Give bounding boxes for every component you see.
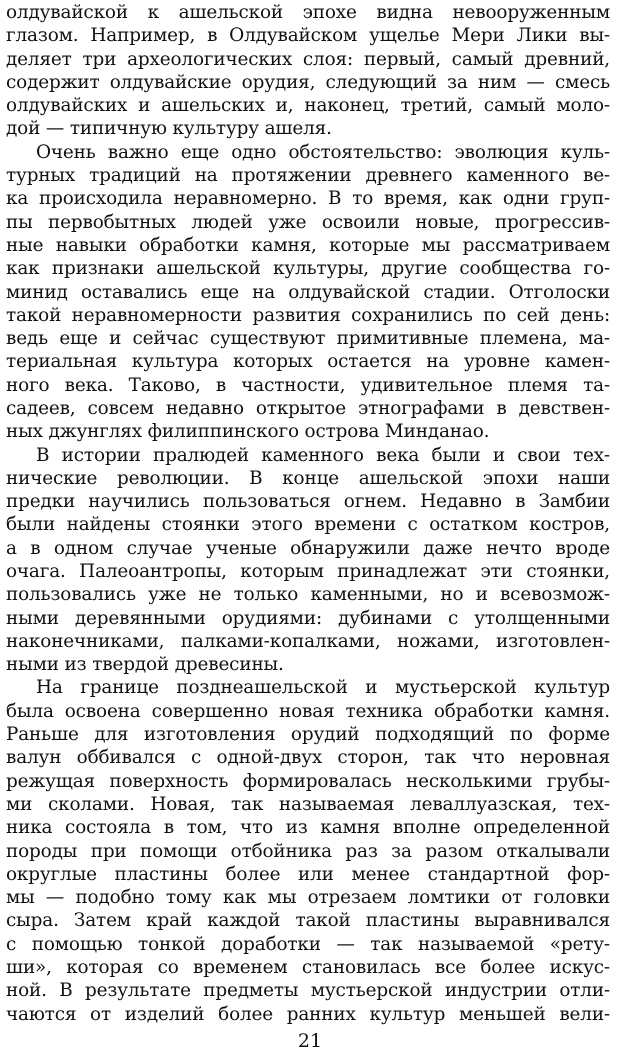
text-line: валун оббивался с одной-двух сторон, так что неровная	[6, 747, 610, 769]
text-line: наконечниками, палками-копалками, ножами, изготовлен-	[6, 630, 610, 652]
text-line: ши», которая со временем становилась все более искус-	[6, 957, 610, 978]
text-line: нические революции. В конце ашельской эпохи наши	[6, 467, 610, 489]
text-line: деляет три археологических слоя: первый, самый древний,	[6, 48, 610, 70]
text-line: были найдены стоянки этого времени с остатком костров,	[6, 514, 610, 536]
text-line: Раньше для изготовления орудий подходящий по форме	[6, 724, 610, 746]
text-line: мы — подобно тому как мы отрезаем ломтики от головки	[6, 887, 610, 909]
text-line: а в одном случае ученые обнаружили даже нечто вроде	[6, 537, 610, 559]
text-line: пользовались уже не только каменными, но и всевозмож-	[6, 584, 610, 606]
text-line: породы при помощи отбойника раз за разом откалывали	[6, 840, 610, 862]
text-line: чаются от изделий более ранних культур меньшей вели-	[6, 1003, 610, 1025]
text-line: ной. В результате предметы мустьерской индустрии отли-	[6, 980, 610, 1002]
text-line: Очень важно еще одно обстоятельство: эволюция куль-	[36, 141, 610, 163]
text-line: олдувайских и ашельских и, наконец, третий, самый моло-	[6, 95, 610, 117]
text-line: режущая поверхность формировалась несколькими грубы-	[6, 770, 610, 792]
text-line: минид оставались еще на олдувайской стадии. Отголоски	[6, 281, 610, 303]
text-line: олдувайской к ашельской эпохе видна невооруженным	[6, 2, 610, 23]
page-number: 21	[297, 1030, 323, 1052]
text-line: ми сколами. Новая, так называемая леваллуазская, тех-	[6, 793, 610, 815]
text-line: содержит олдувайские орудия, следующий за ним — смесь	[6, 71, 610, 93]
text-line: с помощью тонкой доработки — так называемой «рету-	[6, 933, 610, 955]
text-line: сыра. Затем край каждой такой пластины выравнивался	[6, 910, 610, 932]
text-line: глазом. Например, в Олдувайском ущелье Мери Лики вы-	[6, 25, 610, 47]
text-line: округлые пластины более или менее стандартной фор-	[6, 863, 610, 885]
text-line: садеев, совсем недавно открытое этнографами в девствен-	[6, 397, 610, 419]
text-line: ника состояла в том, что из камня вполне определенной	[6, 817, 610, 839]
text-line: ными из твердой древесины.	[6, 654, 284, 676]
text-line: такой неравномерности развития сохранились по сей день:	[6, 304, 610, 326]
text-line: была освоена совершенно новая техника обработки камня.	[6, 700, 610, 722]
text-line: ные навыки обработки камня, которые мы рассматриваем	[6, 234, 610, 256]
text-line: турных традиций на протяжении древнего каменного ве-	[6, 165, 610, 187]
text-line: териальная культура которых остается на уровне камен-	[6, 351, 610, 373]
text-line: дой — типичную культуру ашеля.	[6, 118, 332, 140]
text-line: На границе позднеашельской и мустьерской культур	[36, 677, 610, 699]
text-line: предки научились пользоваться огнем. Недавно в Замбии	[6, 491, 610, 513]
text-line: как признаки ашельской культуры, другие сообщества го-	[6, 258, 610, 280]
text-line: ведь еще и сейчас существуют примитивные племена, ма-	[6, 328, 610, 350]
text-line: ка происходила неравномерно. В то время, как одни груп-	[6, 188, 610, 210]
text-line: очага. Палеоантропы, которым принадлежат эти стоянки,	[6, 561, 610, 583]
text-line: ных джунглях филиппинского острова Минданао.	[6, 421, 490, 443]
text-line: ного века. Таково, в частности, удивительное племя та-	[6, 374, 610, 396]
text-line: В истории пралюдей каменного века были и свои тех-	[36, 444, 610, 466]
text-line: пы первобытных людей уже освоили новые, прогрессив-	[6, 211, 610, 233]
text-line: ными деревянными орудиями: дубинами с утолщенными	[6, 607, 610, 629]
